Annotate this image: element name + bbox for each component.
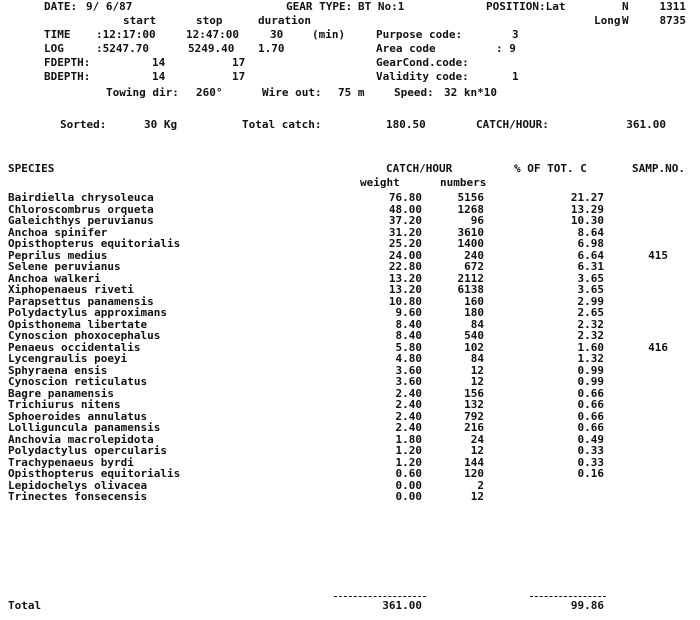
col-stop-header: stop: [196, 14, 223, 27]
species-name: Selene peruvianus: [8, 260, 121, 273]
bdepth-start: 14: [152, 70, 166, 83]
date-value: 9/ 6/87: [86, 0, 133, 13]
species-name: Lepidochelys olivacea: [8, 479, 148, 492]
weight-value: 1.20: [395, 444, 422, 457]
bdepth-label: BDEPTH:: [44, 70, 91, 83]
long-value: 8735: [659, 14, 686, 27]
total-label: Total: [8, 599, 42, 612]
numbers-value: 216: [464, 421, 484, 434]
time-unit: (min): [312, 28, 346, 41]
pct-value: 0.33: [577, 456, 604, 469]
pct-value: 1.32: [577, 352, 604, 365]
speed-label: Speed:: [394, 86, 434, 99]
pct-value: 6.64: [577, 249, 604, 262]
species-name: Cynoscion phoxocephalus: [8, 329, 161, 342]
numbers-value: 12: [470, 375, 484, 388]
species-name: Lycengraulis poeyi: [8, 352, 128, 365]
weight-value: 13.20: [388, 283, 422, 296]
long-hemisphere: W: [622, 14, 629, 27]
pct-value: 2.99: [577, 295, 604, 308]
pct-value: 0.66: [577, 398, 604, 411]
sample-number: 415: [648, 249, 668, 262]
area-code-value: : 9: [496, 42, 516, 55]
weight-value: 76.80: [388, 191, 422, 204]
time-duration: 30: [270, 28, 284, 41]
total-pct: 99.86: [570, 599, 604, 612]
numbers-value: 12: [470, 364, 484, 377]
weight-value: 0.00: [395, 479, 422, 492]
gear-type-label: GEAR TYPE:: [286, 0, 353, 13]
towing-dir-label: Towing dir:: [106, 86, 179, 99]
pct-value: 3.65: [577, 272, 604, 285]
total-weight: 361.00: [382, 599, 422, 612]
validity-code-value: 1: [512, 70, 519, 83]
species-name: Opisthopterus equitorialis: [8, 467, 181, 480]
log-start: :5247.70: [96, 42, 149, 55]
validity-code-label: Validity code:: [376, 70, 469, 83]
weight-value: 31.20: [388, 226, 422, 239]
pct-value: 0.99: [577, 364, 604, 377]
pct-value: 1.60: [577, 341, 604, 354]
species-name: Opisthopterus equitorialis: [8, 237, 181, 250]
purpose-code-label: Purpose code:: [376, 28, 463, 41]
pct-value: 0.49: [577, 433, 604, 446]
weight-value: 0.00: [395, 490, 422, 503]
numbers-value: 102: [464, 341, 484, 354]
numbers-value: 144: [464, 456, 484, 469]
numbers-value: 12: [470, 490, 484, 503]
pct-value: 0.66: [577, 387, 604, 400]
weight-value: 13.20: [388, 272, 422, 285]
wire-out-value: 75 m: [338, 86, 365, 99]
species-name: Trinectes fonsecensis: [8, 490, 148, 503]
pct-value: 0.66: [577, 410, 604, 423]
pct-value: 0.16: [577, 467, 604, 480]
weight-value: 22.80: [388, 260, 422, 273]
numbers-value: 672: [464, 260, 484, 273]
weight-value: 2.40: [395, 387, 422, 400]
species-name: Lolliguncula panamensis: [8, 421, 161, 434]
col-start-header: start: [123, 14, 157, 27]
numbers-value: 120: [464, 467, 484, 480]
fdepth-stop: 17: [232, 56, 246, 69]
log-label: LOG: [44, 42, 64, 55]
species-name: Trichiurus nitens: [8, 398, 121, 411]
numbers-value: 84: [470, 318, 484, 331]
pct-value: 13.29: [570, 203, 604, 216]
numbers-value: 6138: [457, 283, 484, 296]
catch-hour-header: CATCH/HOUR: [386, 162, 453, 175]
numbers-header: numbers: [440, 176, 487, 189]
weight-value: 8.40: [395, 329, 422, 342]
species-name: Galeichthys peruvianus: [8, 214, 154, 227]
numbers-value: 792: [464, 410, 484, 423]
numbers-value: 1400: [457, 237, 484, 250]
weight-value: 10.80: [388, 295, 422, 308]
time-stop: 12:47:00: [186, 28, 239, 41]
pct-value: 0.66: [577, 421, 604, 434]
weight-value: 24.00: [388, 249, 422, 262]
weight-value: 9.60: [395, 306, 422, 319]
numbers-value: 156: [464, 387, 484, 400]
weight-value: 4.80: [395, 352, 422, 365]
purpose-code-value: 3: [512, 28, 519, 41]
species-name: Trachypenaeus byrdi: [8, 456, 134, 469]
numbers-value: 132: [464, 398, 484, 411]
weight-value: 48.00: [388, 203, 422, 216]
weight-value: 37.20: [388, 214, 422, 227]
species-name: Sphoeroides annulatus: [8, 410, 148, 423]
weight-value: 0.60: [395, 467, 422, 480]
gear-type-value: BT No:1: [358, 0, 405, 13]
species-name: Peprilus medius: [8, 249, 108, 262]
weight-value: 8.40: [395, 318, 422, 331]
species-name: Cynoscion reticulatus: [8, 375, 148, 388]
col-duration-header: duration: [258, 14, 311, 27]
pct-value: 21.27: [570, 191, 604, 204]
pct-value: 2.65: [577, 306, 604, 319]
numbers-value: 2112: [457, 272, 484, 285]
total-catch-value: 180.50: [386, 118, 426, 131]
pct-value: 2.32: [577, 329, 604, 342]
numbers-value: 96: [470, 214, 484, 227]
area-code-label: Area code: [376, 42, 436, 55]
date-label: DATE:: [44, 0, 78, 13]
pct-value: 0.99: [577, 375, 604, 388]
bdepth-stop: 17: [232, 70, 246, 83]
long-label: Long: [594, 14, 621, 27]
time-label: TIME: [44, 28, 71, 41]
gear-condition-label: GearCond.code:: [376, 56, 469, 69]
numbers-value: 2: [477, 479, 484, 492]
lat-hemisphere: N: [622, 0, 629, 13]
weight-value: 2.40: [395, 421, 422, 434]
weight-total-rule: [334, 596, 426, 597]
numbers-value: 240: [464, 249, 484, 262]
towing-dir-value: 260°: [196, 86, 223, 99]
species-name: Polydactylus approximans: [8, 306, 167, 319]
position-label: POSITION:Lat: [486, 0, 566, 13]
speed-value: 32 kn*10: [444, 86, 497, 99]
numbers-value: 24: [470, 433, 484, 446]
species-name: Polydactylus opercularis: [8, 444, 167, 457]
species-name: Chloroscombrus orqueta: [8, 203, 154, 216]
sorted-label: Sorted:: [60, 118, 107, 131]
numbers-value: 540: [464, 329, 484, 342]
fdepth-start: 14: [152, 56, 166, 69]
species-name: Anchovia macrolepidota: [8, 433, 154, 446]
pct-value: 2.32: [577, 318, 604, 331]
weight-value: 5.80: [395, 341, 422, 354]
pct-value: 10.30: [570, 214, 604, 227]
pct-value: 8.64: [577, 226, 604, 239]
pct-value: 6.98: [577, 237, 604, 250]
weight-value: 25.20: [388, 237, 422, 250]
weight-value: 3.60: [395, 375, 422, 388]
pct-total-rule: [530, 596, 606, 597]
numbers-value: 160: [464, 295, 484, 308]
wire-out-label: Wire out:: [262, 86, 322, 99]
species-name: Parapsettus panamensis: [8, 295, 154, 308]
weight-value: 1.80: [395, 433, 422, 446]
sorted-value: 30 Kg: [144, 118, 178, 131]
sample-number-header: SAMP.NO.: [632, 162, 685, 175]
log-stop: 5249.40: [188, 42, 235, 55]
numbers-value: 3610: [457, 226, 484, 239]
weight-header: weight: [360, 176, 400, 189]
total-catch-label: Total catch:: [242, 118, 322, 131]
numbers-value: 180: [464, 306, 484, 319]
numbers-value: 12: [470, 444, 484, 457]
species-header: SPECIES: [8, 162, 55, 175]
weight-value: 3.60: [395, 364, 422, 377]
species-name: Sphyraena ensis: [8, 364, 108, 377]
log-duration: 1.70: [258, 42, 285, 55]
species-name: Opisthonema libertate: [8, 318, 148, 331]
weight-value: 1.20: [395, 456, 422, 469]
species-name: Bairdiella chrysoleuca: [8, 191, 154, 204]
numbers-value: 1268: [457, 203, 484, 216]
pct-total-header: % OF TOT. C: [514, 162, 587, 175]
species-name: Anchoa spinifer: [8, 226, 108, 239]
fdepth-label: FDEPTH:: [44, 56, 91, 69]
pct-value: 6.31: [577, 260, 604, 273]
pct-value: 0.33: [577, 444, 604, 457]
numbers-value: 5156: [457, 191, 484, 204]
pct-value: 3.65: [577, 283, 604, 296]
weight-value: 2.40: [395, 398, 422, 411]
catch-per-hour-label: CATCH/HOUR:: [476, 118, 549, 131]
numbers-value: 84: [470, 352, 484, 365]
species-name: Xiphopenaeus riveti: [8, 283, 134, 296]
species-name: Penaeus occidentalis: [8, 341, 141, 354]
time-start: :12:17:00: [96, 28, 156, 41]
species-name: Anchoa walkeri: [8, 272, 101, 285]
sample-number: 416: [648, 341, 668, 354]
lat-value: 1311: [659, 0, 686, 13]
weight-value: 2.40: [395, 410, 422, 423]
species-name: Bagre panamensis: [8, 387, 114, 400]
catch-per-hour-value: 361.00: [626, 118, 666, 131]
